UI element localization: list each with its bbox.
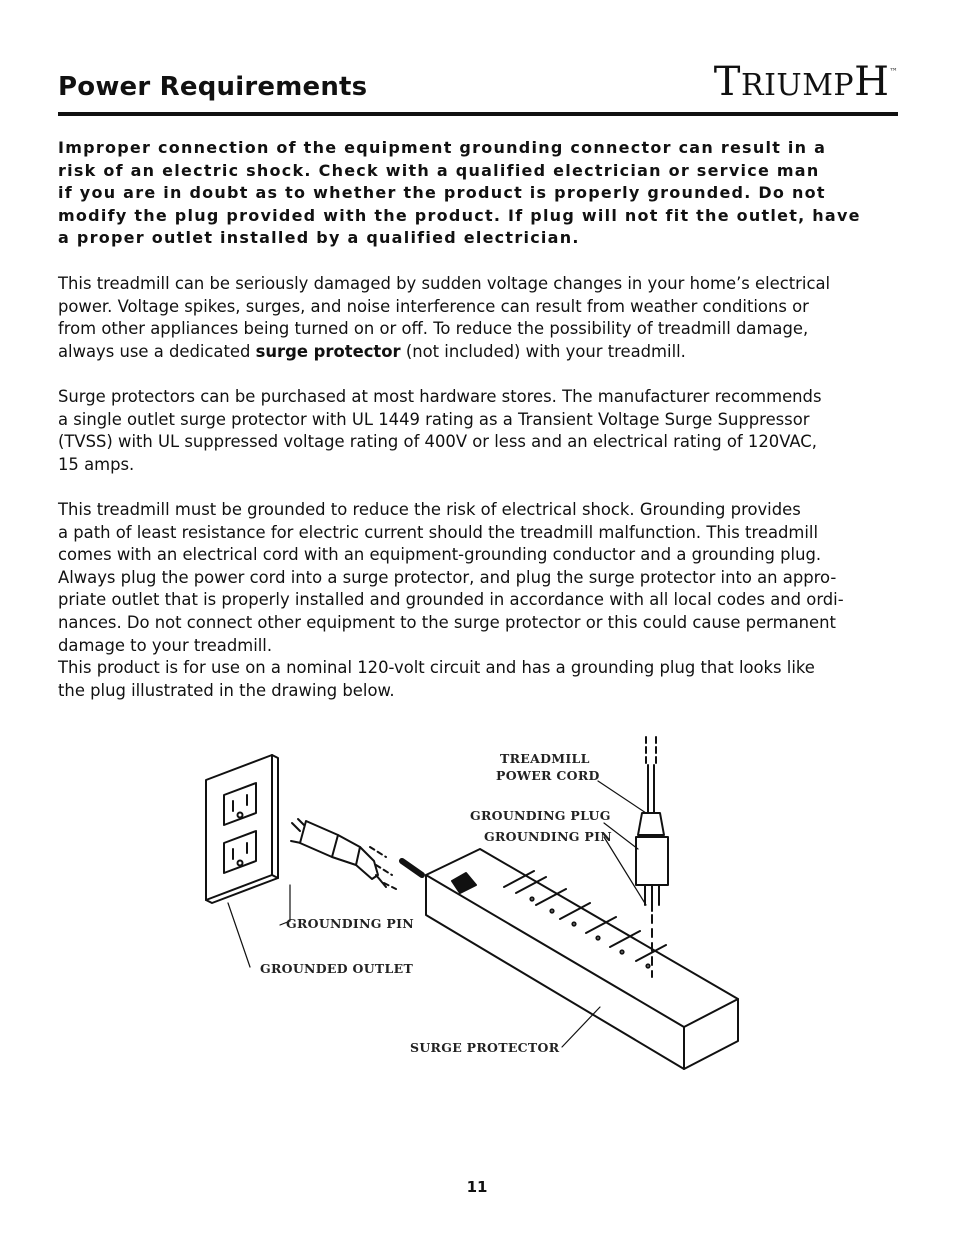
- page-header: [58, 59, 898, 114]
- grounding-diagram: [190, 725, 770, 1085]
- paragraph-line: a path of least resistance for electric current should the treadmill malfunction. This treadmill: [58, 522, 819, 542]
- paragraph-line: from other appliances being turned on or off. To reduce the possibility of treadmill damage,: [58, 319, 809, 339]
- paragraph-line: nances. Do not connect other equipment to the surge protector or this could cause permanent: [58, 612, 836, 632]
- text-run: always use a dedicated: [58, 341, 256, 361]
- header-rule: [58, 112, 898, 116]
- paragraph-line: the plug illustrated in the drawing below.: [58, 680, 395, 700]
- paragraph-line: power. Voltage spikes, surges, and noise interference can result from weather conditions or: [58, 296, 809, 316]
- grounding-warning: [58, 137, 903, 250]
- paragraph-line: comes with an electrical cord with an equipment-grounding conductor and a grounding plug.: [58, 545, 822, 565]
- trademark-mark: ™: [889, 67, 898, 76]
- paragraph-line: 15 amps.: [58, 454, 135, 474]
- paragraph-line: This product is for use on a nominal 120-volt circuit and has a grounding plug that looks like: [58, 658, 815, 678]
- page-title: Power Requirements: [58, 72, 368, 102]
- paragraph-line: a single outlet surge protector with UL 1449 rating as a Transient Voltage Surge Suppressor: [58, 409, 810, 429]
- label-grounding-pin-left: GROUNDING PIN: [286, 916, 414, 931]
- warning-line: modify the plug provided with the product. If plug will not fit the outlet, have: [58, 205, 861, 225]
- brand-logo: [713, 59, 898, 105]
- surge-protector-emphasis: surge protector: [255, 341, 401, 361]
- label-surge-protector: SURGE PROTECTOR: [410, 1040, 560, 1055]
- brand-letter-t: T: [713, 59, 741, 105]
- text-run: (not included) with your treadmill.: [400, 341, 686, 361]
- paragraph-line: priate outlet that is properly installed and grounded in accordance with all local codes and ordi-: [58, 590, 844, 610]
- paragraph-line: Surge protectors can be purchased at most hardware stores. The manufacturer recommends: [58, 387, 822, 406]
- label-grounding-plug: GROUNDING PLUG: [470, 808, 611, 823]
- paragraph-line: This treadmill must be grounded to reduce the risk of electrical shock. Grounding provides: [58, 500, 801, 519]
- warning-line: a proper outlet installed by a qualified electrician.: [58, 228, 580, 248]
- warning-line: if you are in doubt as to whether the product is properly grounded. Do not: [58, 183, 826, 203]
- page-number: 11: [466, 1178, 488, 1196]
- grounding-paragraph: [58, 499, 903, 702]
- surge-protector-illustration: [426, 849, 738, 1069]
- wall-outlet-illustration: [206, 755, 278, 903]
- treadmill-plug-illustration: [636, 737, 668, 977]
- voltage-damage-paragraph: [58, 273, 903, 363]
- brand-letters: RIUMP: [740, 68, 855, 103]
- label-power-cord: POWER CORD: [496, 768, 600, 783]
- paragraph-line: Always plug the power cord into a surge protector, and plug the surge protector into an appro-: [58, 567, 837, 587]
- paragraph-line: [58, 341, 903, 364]
- surge-protector-paragraph: [58, 386, 903, 476]
- warning-line: risk of an electric shock. Check with a qualified electrician or service man: [58, 160, 820, 180]
- paragraph-line: (TVSS) with UL suppressed voltage rating of 400V or less and an electrical rating of 120VAC,: [58, 432, 817, 452]
- paragraph-line: This treadmill can be seriously damaged by sudden voltage changes in your home’s electrical: [58, 274, 831, 293]
- label-grounded-outlet: GROUNDED OUTLET: [260, 961, 414, 976]
- left-plug-illustration: [291, 819, 386, 887]
- label-grounding-pin-top: GROUNDING PIN: [484, 829, 612, 844]
- paragraph-line: damage to your treadmill.: [58, 635, 273, 655]
- brand-letter-h: H: [854, 59, 890, 105]
- warning-line: Improper connection of the equipment grounding connector can result in a: [58, 138, 827, 157]
- label-treadmill: TREADMILL: [500, 751, 590, 766]
